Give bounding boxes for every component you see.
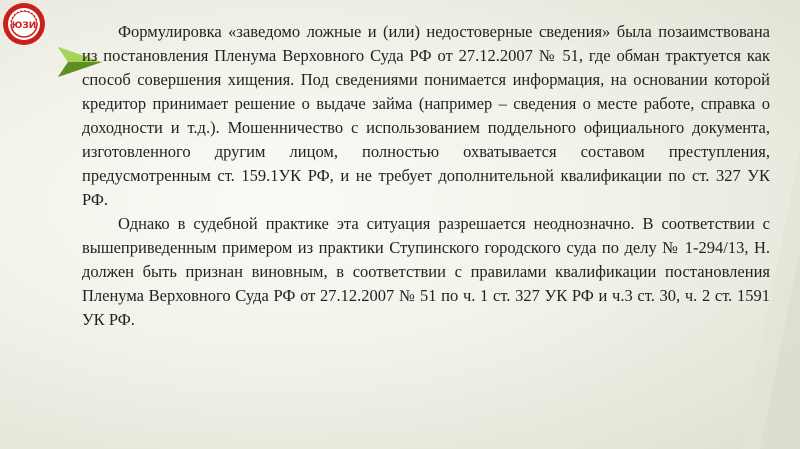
- svg-text:ЮЗИ: ЮЗИ: [11, 21, 37, 31]
- slide-text-body: [82, 20, 770, 332]
- university-logo: [2, 2, 46, 46]
- paragraph-1: Формулировка «заведомо ложные и (или) недостоверные сведения» была позаимствована из постановления Пленума Верховного Суда РФ от 27.12.2007 № 51, где обман трактуется как способ совершения хищения. Под сведениями понимается информация, на основании которой кредитор принимает решение о выдаче займа (например – сведения о месте работе, справка о доходности и т.д.). Мошенничество с использованием поддельного официального документа, изготовленного другим лицом, полностью охватывается составом преступления, предусмотренным ст. 159.1УК РФ, и не требует дополнительной квалификации по ст. 327 УК РФ.: [82, 22, 770, 209]
- paragraph-2: Однако в судебной практике эта ситуация разрешается неоднозначно. В соответствии с вышеприведенным примером из практики Ступинского городского суда по делу № 1-294/13, Н. должен быть признан виновным, в соответствии с правилами квалификации постановления Пленума Верховного Суда РФ от 27.12.2007 № 51 по ч. 1 ст. 327 УК РФ и ч.3 ст. 30, ч. 2 ст. 1591 УК РФ.: [82, 214, 770, 329]
